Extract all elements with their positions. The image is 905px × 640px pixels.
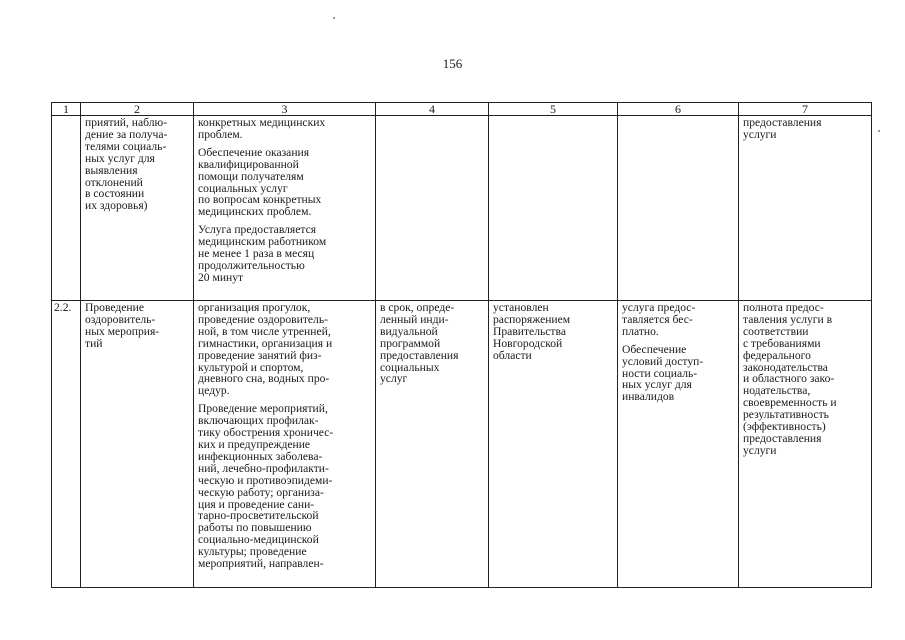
- text-line: квалифицированной: [198, 157, 299, 171]
- text-line: тарно-просветительской: [198, 509, 319, 523]
- text-line: приятий, наблю-: [85, 116, 168, 129]
- text-line: тику обострения хроничес-: [198, 426, 334, 440]
- text-line: своевременность и: [743, 396, 837, 410]
- text-line: Обеспечение: [622, 342, 687, 356]
- service-description-cell: [194, 301, 376, 588]
- text-line: по вопросам конкретных: [198, 193, 322, 207]
- text-line: в срок, опреде-: [380, 301, 455, 314]
- text-line: социальных услуг: [198, 181, 288, 195]
- deadline-cell: [376, 116, 489, 301]
- text-line: ческую работу; организа-: [198, 485, 324, 499]
- text-line: медицинским работником: [198, 235, 327, 249]
- text-line: (эффективность): [743, 420, 826, 434]
- text-line: медицинских проблем.: [198, 205, 312, 219]
- text-line: ных услуг для: [85, 151, 155, 165]
- text-line: результативность: [743, 408, 829, 422]
- table-row: [52, 301, 872, 588]
- text-line: организация прогулок,: [198, 301, 311, 314]
- text-line: ной, в том числе утренней,: [198, 324, 331, 338]
- text-line: социальных: [380, 360, 440, 374]
- text-line: их здоровья): [85, 199, 148, 213]
- row-number-cell: [52, 116, 81, 301]
- text-line: Проведение: [85, 301, 144, 314]
- tariff-cell: [489, 116, 618, 301]
- text-line: услуги: [743, 443, 777, 457]
- scan-speck: [333, 17, 335, 19]
- text-line: Проведение мероприятий,: [198, 402, 328, 416]
- deadline-cell: [376, 301, 489, 588]
- tariff-cell: [489, 301, 618, 588]
- text-line: работы по повышению: [198, 521, 312, 535]
- text-line: ных мероприя-: [85, 324, 160, 338]
- header-cell: 5: [489, 103, 618, 116]
- page-number: 156: [442, 56, 463, 71]
- scan-speck: [878, 130, 880, 132]
- text-line: цедур.: [198, 384, 230, 398]
- text-line: тий: [85, 336, 103, 350]
- text-line: тавляется бес-: [622, 312, 693, 326]
- text-line: Правительства: [493, 324, 566, 338]
- text-line: ленный инди-: [380, 312, 449, 326]
- service-description-cell: [194, 116, 376, 301]
- text-line: конкретных медицинских: [198, 116, 326, 129]
- text-line: проведение занятий физ-: [198, 348, 322, 362]
- text-line: предоставления: [743, 431, 822, 445]
- text-line: культуры; проведение: [198, 545, 307, 559]
- text-line: услуг: [380, 372, 408, 386]
- header-cell: 4: [376, 103, 489, 116]
- header-cell: 3: [194, 103, 376, 116]
- text-line: Услуга предоставляется: [198, 223, 317, 237]
- text-line: проблем.: [198, 127, 243, 141]
- text-line: тавления услуги в: [743, 312, 833, 326]
- header-cell: 7: [739, 103, 872, 116]
- conditions-cell: [618, 116, 739, 301]
- text-line: законодательства: [743, 360, 828, 374]
- text-line: Новгородской: [493, 336, 563, 350]
- text-line: услуга предос-: [622, 301, 696, 314]
- text-line: установлен: [493, 301, 549, 314]
- text-line: ких и предупреждение: [198, 437, 311, 451]
- text-line: полнота предос-: [743, 301, 824, 314]
- text-line: платно.: [622, 324, 659, 338]
- text-line: видуальной: [380, 324, 438, 338]
- text-line: ных услуг для: [622, 378, 692, 392]
- text-line: ция и проведение сани-: [198, 497, 315, 511]
- text-line: мероприятий, направлен-: [198, 557, 324, 571]
- text-line: дневного сна, водных про-: [198, 372, 330, 386]
- text-line: ческую и противоэпидеми-: [198, 473, 333, 487]
- row-number-cell: 2.2.: [52, 301, 81, 588]
- text-line: выявления: [85, 163, 138, 177]
- header-cell: 6: [618, 103, 739, 116]
- text-line: социально-медицинской: [198, 533, 319, 547]
- text-line: дение за получа-: [85, 127, 168, 141]
- table-header-row: [52, 103, 872, 116]
- text-line: программой: [380, 336, 441, 350]
- text-line: инвалидов: [622, 390, 675, 404]
- text-line: и областного зако-: [743, 372, 835, 386]
- service-name-cell: [81, 116, 194, 301]
- header-cell: 2: [81, 103, 194, 116]
- header-cell: 1: [52, 103, 81, 116]
- table-row: [52, 116, 872, 301]
- text-line: условий доступ-: [622, 354, 704, 368]
- text-line: оздоровитель-: [85, 312, 156, 326]
- text-line: ний, лечебно-профилакти-: [198, 461, 329, 475]
- text-line: не менее 1 раза в месяц: [198, 247, 315, 261]
- text-line: инфекционных заболева-: [198, 449, 323, 463]
- text-line: федерального: [743, 348, 811, 362]
- conditions-cell: [618, 301, 739, 588]
- text-line: включающих профилак-: [198, 414, 319, 428]
- text-line: услуги: [743, 127, 777, 141]
- text-line: распоряжением: [493, 312, 571, 326]
- text-line: ности социаль-: [622, 366, 698, 380]
- text-line: отклонений: [85, 175, 143, 189]
- text-line: в состоянии: [85, 187, 145, 201]
- text-line: области: [493, 348, 532, 362]
- text-line: гимнастики, организация и: [198, 336, 333, 350]
- text-line: нодательства,: [743, 384, 811, 398]
- text-line: Обеспечение оказания: [198, 145, 310, 159]
- text-line: телями социаль-: [85, 139, 167, 153]
- text-line: продолжительностью: [198, 258, 305, 272]
- text-line: предоставления: [743, 116, 822, 129]
- quality-indicators-cell: [739, 116, 872, 301]
- text-line: с требованиями: [743, 336, 821, 350]
- services-table: [51, 102, 872, 588]
- text-line: помощи получателям: [198, 169, 304, 183]
- text-line: культурой и спортом,: [198, 360, 304, 374]
- quality-indicators-cell: [739, 301, 872, 588]
- text-line: соответствии: [743, 324, 809, 338]
- text-line: 20 минут: [198, 270, 244, 284]
- service-name-cell: [81, 301, 194, 588]
- text-line: предоставления: [380, 348, 459, 362]
- text-line: проведение оздоровитель-: [198, 312, 328, 326]
